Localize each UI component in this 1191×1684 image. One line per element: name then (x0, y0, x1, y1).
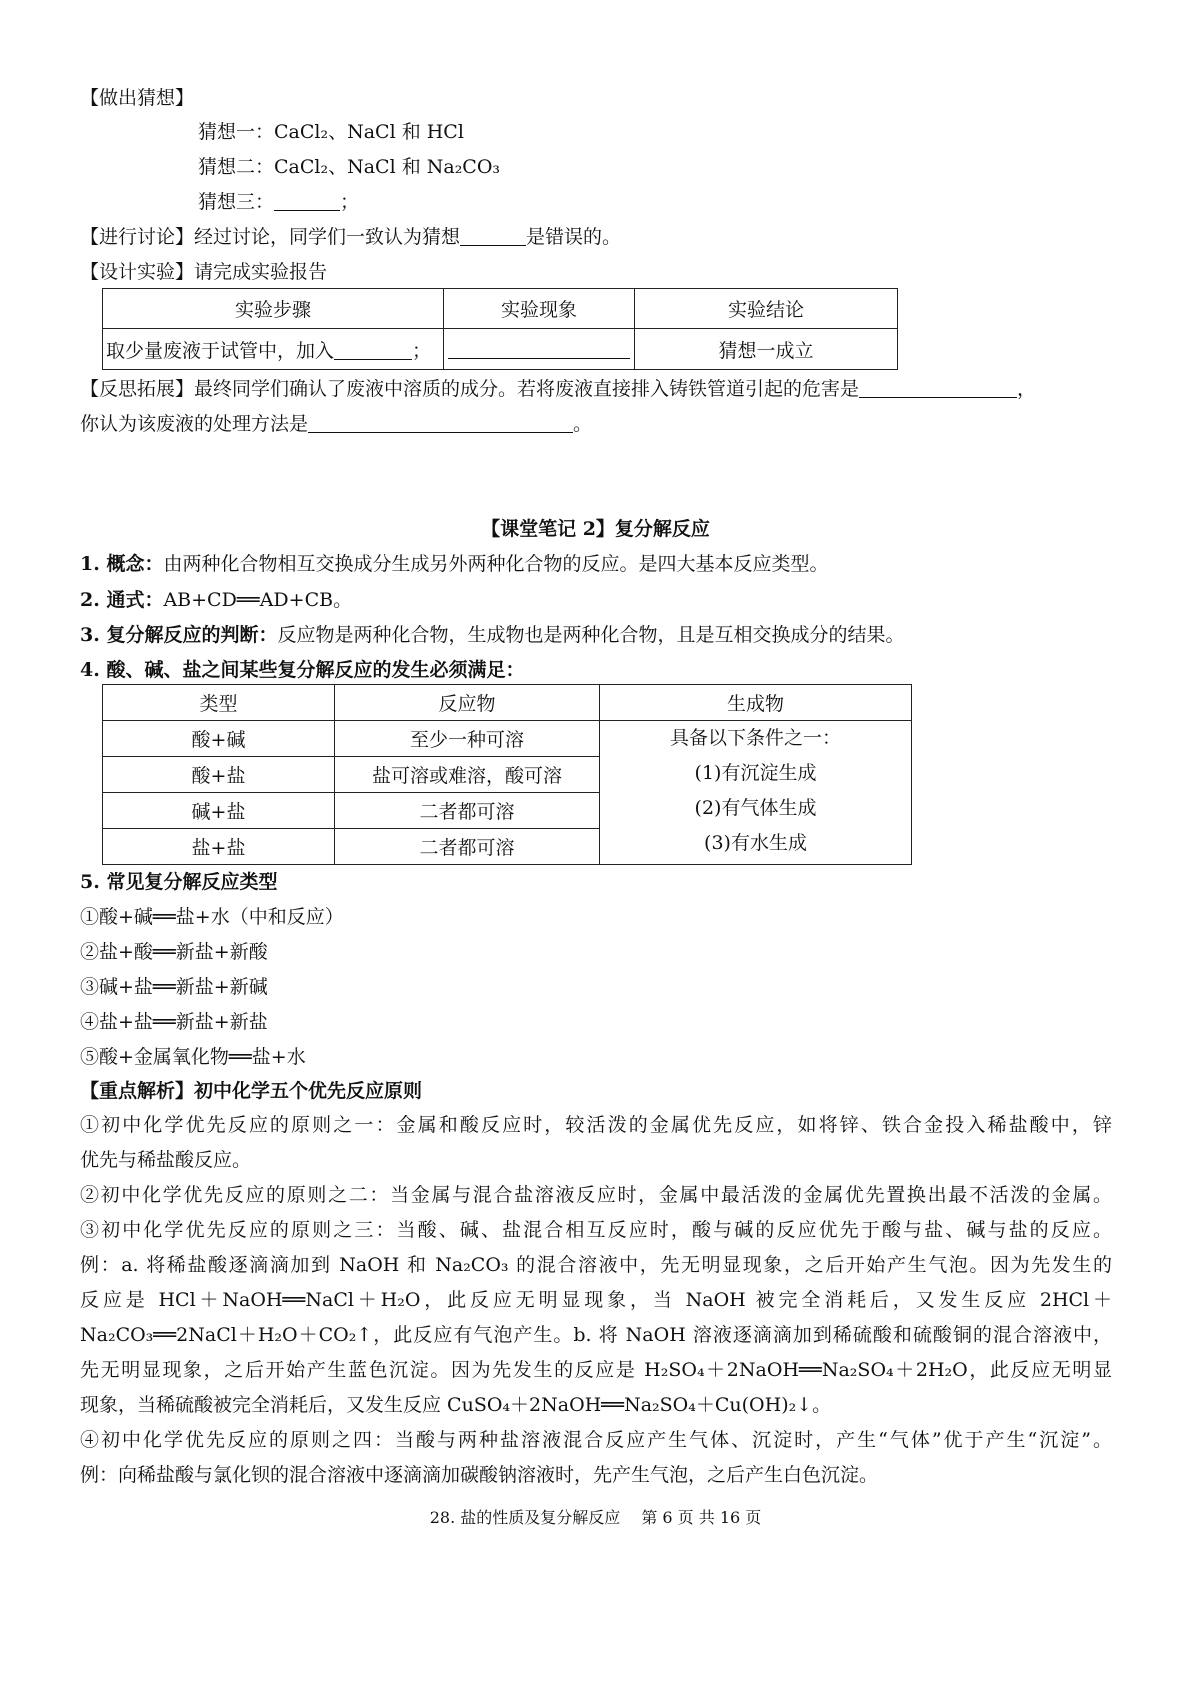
exp-header-phenomenon: 实验现象 (444, 289, 635, 329)
cond-type: 碱+盐 (103, 793, 335, 829)
example-line-3: Na₂CO₃══2NaCl＋H₂O＋CO₂↑，此反应有气泡产生。b. 将 NaOH 溶液逐滴滴加到稀硫酸和硫酸铜的混合溶液中， (80, 1324, 1112, 1346)
design-experiment: 【设计实验】请完成实验报告 (80, 261, 328, 283)
cond-product-line: (2)有气体生成 (694, 797, 817, 819)
type-item: ②盐+酸══新盐+新酸 (80, 941, 268, 963)
guess-3-label: 猜想三： (198, 191, 275, 213)
example-line-5: 现象，当稀硫酸被完全消耗后，又发生反应 CuSO₄＋2NaOH══Na₂SO₄＋Cu(OH)₂↓。 (80, 1394, 832, 1416)
rule-2: ②初中化学优先反应的原则之二：当金属与混合盐溶液反应时，金属中最活泼的金属优先置换出最不活泼的金属。 (80, 1184, 1112, 1206)
cond-reactant: 二者都可溶 (335, 829, 600, 865)
reflection-text: 【反思拓展】最终同学们确认了废液中溶质的成分。若将废液直接排入铸铁管道引起的危害是 (80, 378, 860, 400)
treatment (80, 412, 592, 436)
guess-heading: 【做出猜想】 (80, 87, 195, 109)
exp-step-text: 取少量废液于试管中，加入 (106, 339, 335, 362)
discussion-blank[interactable] (460, 225, 526, 246)
treatment-blank[interactable] (308, 412, 573, 433)
concept-text: 由两种化合物相互交换成分生成另外两种化合物的反应。是四大基本反应类型。 (163, 553, 829, 575)
analysis-title: 【重点解析】初中化学五个优先反应原则 (80, 1080, 423, 1102)
discussion-end: 是错误的。 (526, 226, 622, 248)
cond-header-product: 生成物 (600, 685, 912, 721)
cond-reactant: 盐可溶或难溶，酸可溶 (335, 757, 600, 793)
treatment-text: 你认为该废液的处理方法是 (80, 413, 309, 435)
conditions-table (102, 684, 912, 865)
example-line-6: 例：向稀盐酸与氯化钡的混合溶液中逐滴滴加碳酸钠溶液时，先产生气泡，之后产生白色沉淀。 (80, 1464, 879, 1486)
exp-step-blank[interactable] (334, 339, 412, 360)
discussion-text: 【进行讨论】经过讨论，同学们一致认为猜想 (80, 226, 461, 248)
cond-product-cell (600, 721, 912, 865)
judgement-text: 反应物是两种化合物，生成物也是两种化合物，且是互相交换成分的结果。 (277, 624, 905, 646)
reflection (80, 377, 1036, 401)
exp-step-cell (103, 329, 444, 370)
type-item: ③碱+盐══新盐+新碱 (80, 976, 268, 998)
discussion (80, 225, 621, 249)
page-footer: 28. 盐的性质及复分解反应 第 6 页 共 16 页 (429, 1508, 762, 1527)
cond-reactant: 至少一种可溶 (335, 721, 600, 757)
exp-conclusion-cell: 猜想一成立 (635, 329, 898, 370)
guess-1: 猜想一：CaCl₂、NaCl 和 HCl (198, 121, 464, 143)
cond-reactant: 二者都可溶 (335, 793, 600, 829)
exp-phenomenon-blank[interactable] (448, 338, 630, 359)
formula-line (80, 588, 352, 612)
treatment-end: 。 (573, 413, 593, 435)
formula-label: 2. 通式： (80, 589, 164, 611)
cond-type: 盐+盐 (103, 829, 335, 865)
exp-step-end: ； (412, 339, 432, 362)
guess-3-blank[interactable] (274, 190, 340, 211)
rule-4: ④初中化学优先反应的原则之四：当酸与两种盐溶液混合反应产生气体、沉淀时，产生“气体”优于产生“沉淀”。 (80, 1429, 1112, 1451)
type-item: ①酸+碱══盐+水（中和反应） (80, 906, 344, 928)
cond-type: 酸+盐 (103, 757, 335, 793)
type-item: ④盐+盐══新盐+新盐 (80, 1011, 268, 1033)
cond-product-line: 具备以下条件之一： (669, 727, 841, 749)
judgement-label: 3. 复分解反应的判断： (80, 624, 278, 646)
cond-product-line: (1)有沉淀生成 (694, 762, 817, 784)
concept-line (80, 552, 828, 576)
exp-phenomenon-cell (444, 329, 635, 370)
guess-3 (198, 190, 359, 214)
example-line-2: 反应是 HCl＋NaOH══NaCl＋H₂O，此反应无明显现象，当 NaOH 被完全消耗后，又发生反应 2HCl＋ (80, 1289, 1112, 1311)
example-line-4: 先无明显现象，之后开始产生蓝色沉淀。因为先发生的反应是 H₂SO₄＋2NaOH══Na₂SO₄＋2H₂O，此反应无明显 (80, 1359, 1112, 1381)
reflection-end: ， (1017, 378, 1037, 400)
rule-3: ③初中化学优先反应的原则之三：当酸、碱、盐混合相互反应时，酸与碱的反应优先于酸与盐、碱与盐的反应。 (80, 1219, 1112, 1241)
example-line-1: 例：a. 将稀盐酸逐滴滴加到 NaOH 和 Na₂CO₃ 的混合溶液中，先无明显现象，之后开始产生气泡。因为先发生的 (80, 1254, 1112, 1276)
cond-header-reactant: 反应物 (335, 685, 600, 721)
concept-label: 1. 概念： (80, 553, 164, 575)
type-item: ⑤酸+金属氧化物══盐+水 (80, 1046, 306, 1068)
exp-header-step: 实验步骤 (103, 289, 444, 329)
common-types-heading: 5. 常见复分解反应类型 (80, 871, 278, 893)
reflection-blank[interactable] (859, 377, 1017, 398)
judgement-line (80, 623, 904, 647)
guess-3-end: ； (340, 191, 360, 213)
note2-title: 【课堂笔记 2】复分解反应 (481, 518, 710, 540)
formula-text: AB+CD══AD+CB。 (163, 589, 353, 611)
conditions-heading: 4. 酸、碱、盐之间某些复分解反应的发生必须满足： (80, 659, 525, 681)
cond-product-line: (3)有水生成 (704, 832, 807, 854)
cond-type: 酸+碱 (103, 721, 335, 757)
guess-2: 猜想二：CaCl₂、NaCl 和 Na₂CO₃ (198, 156, 501, 178)
rule-1-line-2: 优先与稀盐酸反应。 (80, 1149, 252, 1171)
cond-header-type: 类型 (103, 685, 335, 721)
exp-header-conclusion: 实验结论 (635, 289, 898, 329)
experiment-table (102, 288, 898, 370)
rule-1-line-1: ①初中化学优先反应的原则之一：金属和酸反应时，较活泼的金属优先反应，如将锌、铁合金投入稀盐酸中，锌 (80, 1114, 1112, 1136)
